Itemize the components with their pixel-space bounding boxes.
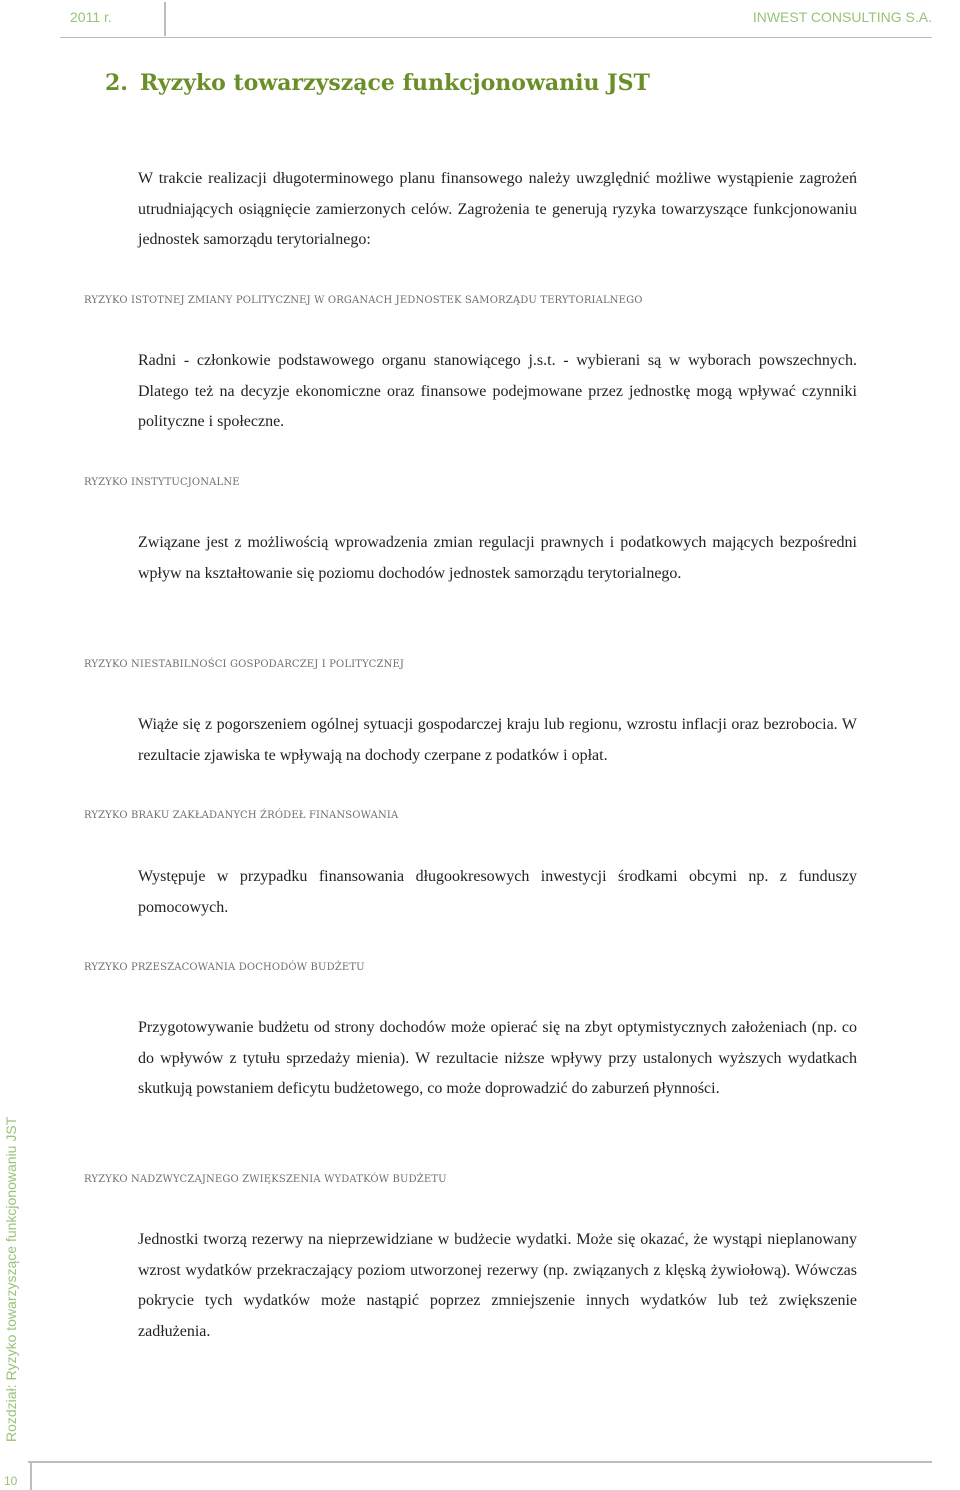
- section-body: Występuje w przypadku finansowania długookresowych inwestycji środkami obcymi np. z funduszy pomocowych.: [138, 868, 857, 916]
- section-body: Radni - członkowie podstawowego organu stanowiącego j.s.t. - wybierani są w wyborach powszechnych. Dlatego też na decyzje ekonomiczne oraz finansowe podejmowane przez jednostkę mogą wpływać czynniki polityczne i społeczne.: [138, 352, 857, 430]
- header-company: INWEST CONSULTING S.A.: [752, 9, 932, 25]
- header-divider: [164, 2, 166, 36]
- intro-paragraph: W trakcie realizacji długoterminowego planu finansowego należy uwzględnić możliwe wystąpienie zagrożeń utrudniających osiągnięcie zamierzonych celów. Zagrożenia te generują ryzyka towarzyszące funkcjonowaniu jednostek samorządu terytorialnego:: [138, 170, 857, 248]
- section-body: Jednostki tworzą rezerwy na nieprzewidziane w budżecie wydatki. Może się okazać, że wystąpi nieplanowany wzrost wydatków przekraczający poziom utworzonej rezerwy (np. związanych z klęską żywiołową). Wówczas pokrycie tych wydatków może nastąpić poprzez zmniejszenie innych wydatków lub też zwiększenie zadłużenia.: [138, 1231, 857, 1340]
- side-chapter-label: Rozdział: Ryzyko towarzyszące funkcjonowaniu JST: [3, 1116, 19, 1442]
- section-heading: RYZYKO INSTYTUCJONALNE: [84, 477, 240, 488]
- section-body: Wiąże się z pogorszeniem ogólnej sytuacji gospodarczej kraju lub regionu, wzrostu inflacji oraz bezrobocia. W rezultacie zjawiska te wpływają na dochody czerpane z podatków i opłat.: [138, 716, 857, 764]
- section-heading: RYZYKO NIESTABILNOŚCI GOSPODARCZEJ I POLITYCZNEJ: [84, 659, 405, 670]
- chapter-title: Ryzyko towarzyszące funkcjonowaniu JST: [139, 70, 650, 96]
- chapter-heading: [105, 70, 650, 96]
- footer-divider: [30, 1461, 32, 1490]
- section-body: Przygotowywanie budżetu od strony dochodów może opierać się na zbyt optymistycznych założeniach (np. co do wpływów z tytułu sprzedaży mienia). W rezultacie niższe wpływy przy ustalonych wyższych wydatkach skutkują powstaniem deficytu budżetowego, co może doprowadzić do zaburzeń płynności.: [138, 1019, 857, 1097]
- header-rule: [60, 37, 932, 38]
- header-year: 2011 r.: [70, 9, 112, 25]
- chapter-number: 2.: [105, 70, 128, 96]
- section-heading: RYZYKO ISTOTNEJ ZMIANY POLITYCZNEJ W ORGANACH JEDNOSTEK SAMORZĄDU TERYTORIALNEGO: [84, 295, 643, 306]
- section-heading: RYZYKO BRAKU ZAKŁADANYCH ŹRÓDEŁ FINANSOWANIA: [84, 810, 399, 821]
- section-body: Związane jest z możliwością wprowadzenia zmian regulacji prawnych i podatkowych mających bezpośredni wpływ na kształtowanie się poziomu dochodów jednostek samorządu terytorialnego.: [138, 534, 857, 582]
- footer-rule: [28, 1461, 932, 1463]
- section-heading: RYZYKO NADZWYCZAJNEGO ZWIĘKSZENIA WYDATKÓW BUDŻETU: [84, 1174, 447, 1185]
- section-heading: RYZYKO PRZESZACOWANIA DOCHODÓW BUDŻETU: [84, 962, 365, 973]
- page-number: 10: [4, 1474, 18, 1488]
